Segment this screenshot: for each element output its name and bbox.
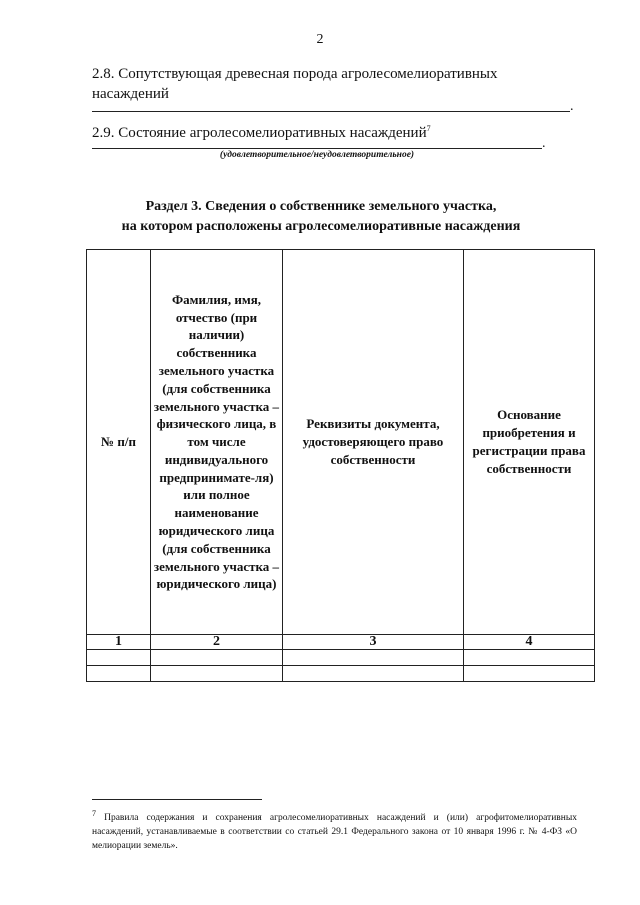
table-cell[interactable] [283, 650, 464, 666]
item-2-9-fill-line [92, 148, 542, 149]
table-cell[interactable] [283, 666, 464, 682]
page-number: 2 [316, 32, 324, 47]
section-3-title-line-1: Раздел 3. Сведения о собственнике земельного участка, [145, 199, 497, 214]
table-row [87, 666, 595, 682]
item-2-9-text: 2.9. Состояние агролесомелиоративных насаждений [92, 125, 427, 141]
col-header-owner-name: Фамилия, имя, отчество (при наличии) собственника земельного участка (для собственника земельного участка – физического лица, в том числе индивидуального предпринимате-ля) или полное наименование юридического лица (для собственника земельного участка – юридического лица) [151, 250, 283, 635]
col-header-document-details: Реквизиты документа, удостоверяющего право собственности [283, 250, 464, 635]
table-header-row [87, 250, 595, 635]
section-3-title [92, 197, 550, 237]
footnote-ref-7: 7 [426, 124, 431, 133]
footnote-text: Правила содержания и сохранения агролесомелиоративных насаждений и (или) агрофитомелиоративных насаждений, устанавливаемые в соответствии со статьей 29.1 Федерального закона от 10 января 1996 г. № 4-ФЗ «О мелиорации земель». [92, 813, 577, 852]
table-cell[interactable] [87, 650, 151, 666]
section-3-title-line-2: на котором расположены агролесомелиоративные насаждения [121, 219, 521, 234]
item-2-8-fill-line [92, 111, 570, 112]
col-number-4: 4 [464, 635, 595, 650]
footnote-separator [92, 799, 262, 800]
table-column-numbers-row [87, 635, 595, 650]
table-cell[interactable] [87, 666, 151, 682]
col-header-acquisition-basis: Основание приобретения и регистрации права собственности [464, 250, 595, 635]
owners-table [86, 249, 595, 682]
table-cell[interactable] [464, 650, 595, 666]
table-cell[interactable] [151, 650, 283, 666]
col-number-2: 2 [151, 635, 283, 650]
condition-hint: (удовлетворительное/неудовлетворительное) [219, 150, 415, 160]
col-header-number: № п/п [87, 250, 151, 635]
item-2-8-label: 2.8. Сопутствующая древесная порода агролесомелиоративных насаждений [92, 66, 498, 102]
item-2-9-line-end: . [542, 136, 546, 151]
table-cell[interactable] [151, 666, 283, 682]
item-2-8-line-end: . [570, 99, 574, 114]
footnote-number: 7 [92, 809, 96, 818]
table-cell[interactable] [464, 666, 595, 682]
table-row [87, 650, 595, 666]
col-number-3: 3 [283, 635, 464, 650]
col-number-1: 1 [87, 635, 151, 650]
footnote-7 [92, 807, 577, 853]
item-2-9-label [92, 119, 512, 143]
